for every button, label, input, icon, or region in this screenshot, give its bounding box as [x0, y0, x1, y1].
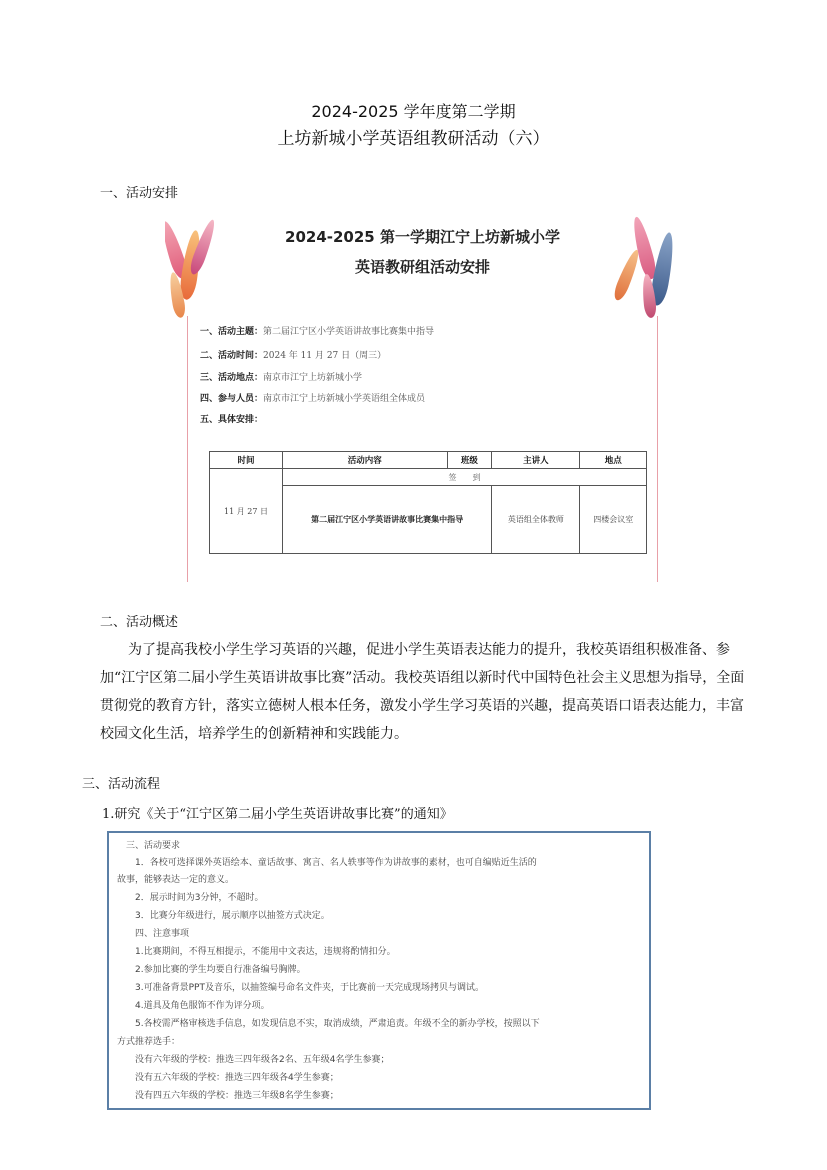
- notice-line: 三、活动要求: [117, 841, 181, 851]
- poster-title-line1: 2024-2025 第一学期江宁上坊新城小学: [285, 228, 560, 246]
- document-title-line1: 2024-2025 学年度第二学期: [311, 102, 516, 121]
- table-header: 地点: [580, 452, 647, 469]
- overview-text: 为了提高我校小学生学习英语的兴趣，促进小学生英语表达能力的提升，我校英语组积极准备、参加“江宁区第二届小学生英语讲故事比赛”活动。我校英语组以新时代中国特色社会主义思想为指导，全面贯彻党的教育方针，落实立德树人根本任务，激发小学生学习英语的兴趣，提高英语口语表达能力，丰富校园文化生活，培养学生的创新精神和实践能力。: [100, 642, 745, 742]
- notice-line: 方式推荐选手：: [117, 1037, 181, 1047]
- section3-heading: 三、活动流程: [82, 777, 161, 792]
- notice-line: 3.可准备背景PPT及音乐，以抽签编号命名文件夹，于比赛前一天完成现场拷贝与调试。: [117, 983, 484, 993]
- document-title-line2: 上坊新城小学英语组教研活动（六）: [277, 129, 550, 149]
- table-header: 主讲人: [492, 452, 580, 469]
- notice-line: 没有四五六年级的学校：推选三年级8名学生参赛；: [117, 1091, 339, 1101]
- notice-line: 5.各校需严格审核选手信息，如发现信息不实，取消成绩，严肃追责。年级不全的新办学校，按照以下: [117, 1019, 540, 1029]
- poster-border-line-left: [187, 316, 188, 582]
- table-cell-place: 四楼会议室: [580, 486, 647, 554]
- poster-title-line2: 英语教研组活动安排: [354, 258, 490, 276]
- notice-excerpt-image: [107, 831, 651, 1110]
- notice-line: 没有六年级的学校：推选三四年级各2名、五年级4名学生参赛；: [117, 1055, 390, 1065]
- table-header: 活动内容: [283, 452, 448, 469]
- poster-item: 三、活动地点：南京市江宁上坊新城小学: [200, 373, 363, 383]
- section2-heading: 二、活动概述: [100, 615, 179, 630]
- table-cell-speaker: 英语组全体教师: [492, 486, 580, 554]
- notice-line: 4.道具及角色服饰不作为评分项。: [117, 1001, 270, 1011]
- table-header: 班级: [447, 452, 492, 469]
- notice-line: 1.比赛期间，不得互相提示，不能用中文表达，违规将酌情扣分。: [117, 947, 396, 957]
- notice-line: 故事，能够表达一定的意义。: [117, 875, 235, 885]
- poster-item: 五、具体安排：: [200, 415, 264, 425]
- step1-heading: 1.研究《关于“江宁区第二届小学生英语讲故事比赛”的通知》: [102, 807, 453, 822]
- table-cell-date: 11 月 27 日: [210, 469, 283, 554]
- schedule-table: [209, 451, 647, 554]
- table-header: 时间: [210, 452, 283, 469]
- notice-line: 3．比赛分年级进行，展示顺序以抽签方式决定。: [117, 911, 330, 921]
- overview-paragraph: [100, 636, 750, 748]
- poster-item: 四、参与人员：南京市江宁上坊新城小学英语组全体成员: [200, 394, 426, 404]
- table-cell-content: 第二届江宁区小学英语讲故事比赛集中指导: [283, 486, 492, 554]
- notice-line: 没有五六年级的学校：推选三四年级各4学生参赛；: [117, 1073, 339, 1083]
- notice-line: 四、注意事项: [117, 929, 190, 939]
- poster-item: 二、活动时间：2024 年 11 月 27 日（周三）: [200, 351, 387, 361]
- notice-line: 1．各校可选择课外英语绘本、童话故事、寓言、名人轶事等作为讲故事的素材，也可自编贴近生活的: [117, 858, 537, 868]
- table-cell-signin: 签 到: [283, 469, 647, 486]
- section1-heading: 一、活动安排: [100, 186, 179, 201]
- poster-item: 一、活动主题：第二届江宁区小学英语讲故事比赛集中指导: [200, 327, 435, 337]
- notice-line: 2．展示时间为3分钟，不超时。: [117, 893, 264, 903]
- poster-border-line-right: [657, 316, 658, 582]
- notice-line: 2.参加比赛的学生均要自行准备编号胸牌。: [117, 965, 306, 975]
- schedule-poster-image: [165, 212, 680, 582]
